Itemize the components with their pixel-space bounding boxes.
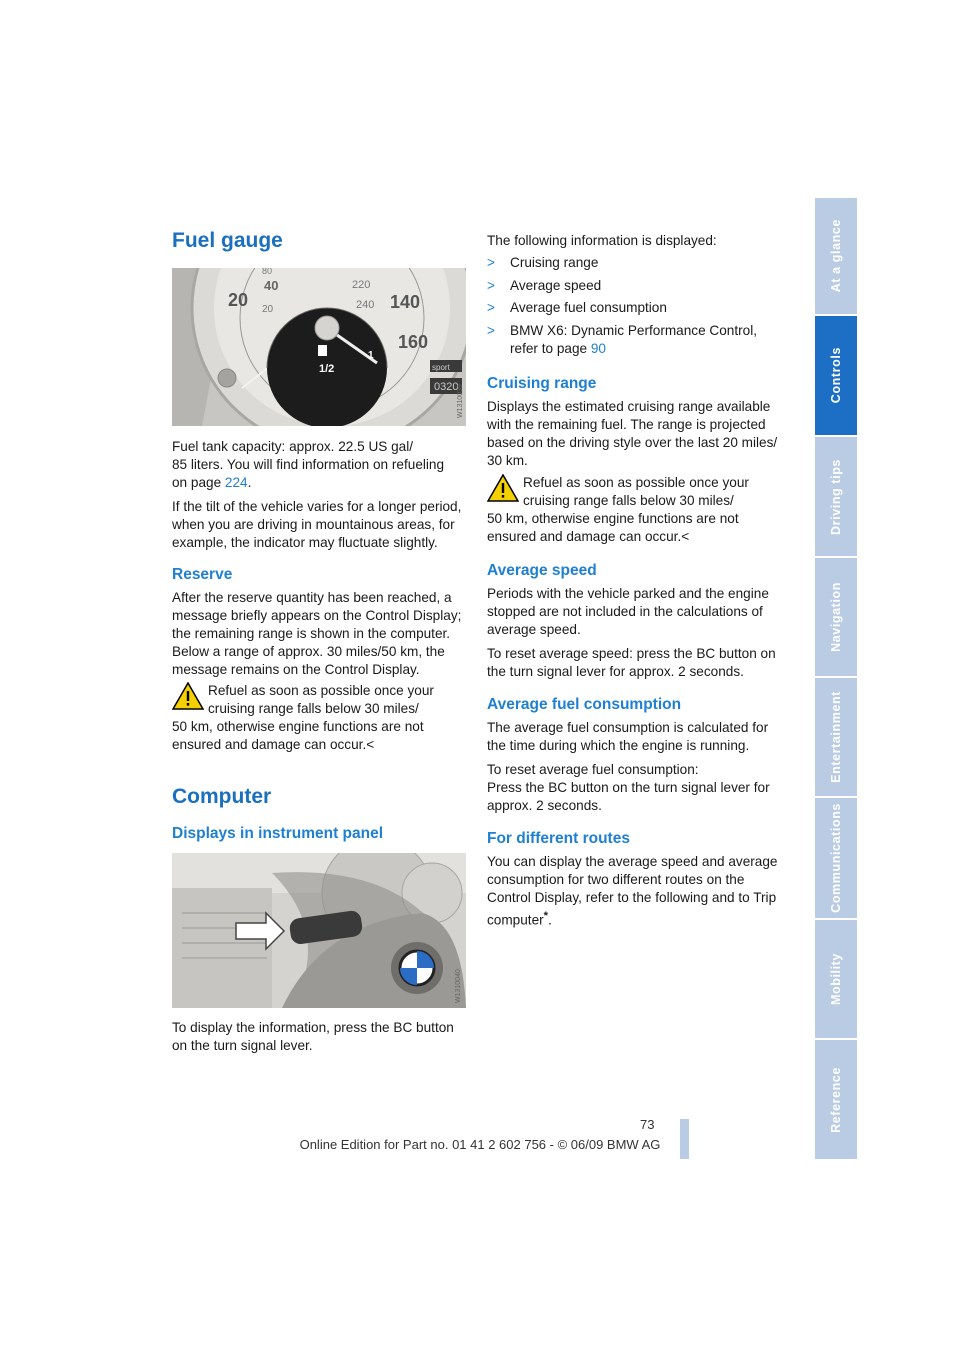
- tab-label: Reference: [829, 1066, 843, 1133]
- list-item-label: Average fuel consumption: [510, 300, 667, 315]
- fuel-refuel-text: 85 liters. You will find information on refueling: [172, 457, 445, 472]
- cruising-range-heading: Cruising range: [487, 375, 597, 392]
- gauge-label: 240: [356, 299, 375, 311]
- displays-heading: Displays in instrument panel: [172, 825, 384, 842]
- end-mark: <: [366, 737, 375, 752]
- average-fuel-heading: Average fuel consumption: [487, 696, 682, 713]
- average-fuel-reset-text: Press the BC button on the turn signal lever for approx. 2 seconds.: [487, 780, 770, 813]
- photo-code: W1310039: [457, 384, 464, 418]
- warning-triangle-icon: [172, 682, 204, 710]
- average-fuel-paragraph: The average fuel consumption is calculated for the time during which the engine is running.: [487, 720, 769, 753]
- gauge-label: sport: [432, 363, 450, 372]
- fuel-onpage-text: on page: [172, 475, 225, 490]
- footer-text: Online Edition for Part no. 01 41 2 602 756 - © 06/09 BMW AG: [299, 1137, 661, 1152]
- routes-heading: For different routes: [487, 830, 630, 847]
- list-item-label: Average speed: [510, 277, 602, 293]
- photo-code: W1310040: [455, 969, 462, 1003]
- info-list: [487, 254, 787, 362]
- turn-signal-lever-image: [172, 853, 466, 1008]
- tab-label: Mobility: [829, 952, 843, 1006]
- reserve-heading: Reserve: [172, 566, 233, 583]
- tab-navigation[interactable]: [815, 558, 857, 676]
- tab-label: Navigation: [829, 582, 843, 652]
- gauge-label: 140: [390, 292, 421, 312]
- gauge-label: 220: [352, 279, 371, 291]
- turn-signal-lever-illustration: [172, 853, 466, 1008]
- cruising-range-paragraph: Displays the estimated cruising range available with the remaining fuel. The range is projected based on the driving style over the last 20 miles/ 30 km.: [487, 399, 778, 468]
- tab-label: At a glance: [829, 219, 843, 293]
- gauge-label: 20: [262, 304, 274, 315]
- tab-controls[interactable]: [815, 316, 857, 435]
- tab-label: Communications: [829, 803, 843, 913]
- end-mark: <: [681, 529, 690, 544]
- average-speed-reset-paragraph: To reset average speed: press the BC button on the turn signal lever for approx. 2 seconds.: [487, 646, 776, 679]
- tab-at-a-glance[interactable]: [815, 198, 857, 314]
- average-speed-paragraph: Periods with the vehicle parked and the engine stopped are not included in the calculations of average speed.: [487, 586, 769, 637]
- fuel-tilt-paragraph: If the tilt of the vehicle varies for a longer period, when you are driving in mountainous areas, for example, the indicator may fluctuate slightly.: [172, 499, 462, 550]
- list-item-label: BMW X6: Dynamic Performance Control, refer to page: [510, 322, 758, 356]
- average-speed-text: [487, 585, 787, 687]
- reserve-paragraph: After the reserve quantity has been reached, a message briefly appears on the Control Display; the remaining range is shown in the computer. Below a range of approx. 30 miles/50 km, the message remains on the Control Display.: [172, 590, 462, 677]
- fuel-gauge-illustration: [172, 268, 466, 426]
- warning-triangle-icon: [487, 474, 519, 502]
- fuel-gauge-heading: Fuel gauge: [172, 229, 283, 252]
- computer-heading: Computer: [172, 785, 272, 808]
- optional-equipment-star: *: [543, 910, 549, 922]
- gauge-label: 160: [398, 332, 429, 352]
- gauge-label: 1: [368, 350, 374, 361]
- tab-label: Entertainment: [829, 691, 843, 783]
- tab-driving-tips[interactable]: [815, 437, 857, 556]
- tab-label: Driving tips: [829, 458, 843, 535]
- page-90-link[interactable]: 90: [590, 340, 606, 356]
- gauge-label: 40: [264, 278, 279, 293]
- average-fuel-reset-label: To reset average fuel consumption:: [487, 762, 699, 777]
- displays-paragraph: To display the information, press the BC button on the turn signal lever.: [172, 1020, 454, 1053]
- list-item: > BMW X6: Dynamic Performance Control, refer to page 90: [487, 322, 758, 356]
- list-item: > Average fuel consumption: [487, 300, 667, 315]
- gauge-label: 0320: [434, 381, 459, 393]
- fuel-gauge-image: [172, 268, 466, 426]
- reserve-warning-text: Refuel as soon as possible once your cruising range falls below 30 miles/: [208, 683, 434, 716]
- average-fuel-text: [487, 719, 787, 821]
- fuel-capacity-text: Fuel tank capacity: approx. 22.5 US gal/: [172, 439, 414, 454]
- list-item: > Average speed: [487, 277, 602, 293]
- average-speed-heading: Average speed: [487, 562, 597, 579]
- tab-communications[interactable]: [815, 798, 857, 918]
- gauge-label: 80: [262, 268, 273, 276]
- gauge-label: 20: [228, 290, 249, 310]
- period: .: [247, 475, 252, 490]
- list-item-label: Cruising range: [510, 255, 599, 270]
- cruising-warning-text-cont: 50 km, otherwise engine functions are not ensured and damage can occur.: [487, 511, 739, 544]
- gauge-label: 1/2: [319, 363, 335, 375]
- list-item: > Cruising range: [487, 255, 599, 270]
- tab-mobility[interactable]: [815, 920, 857, 1038]
- reserve-warning-text-cont: 50 km, otherwise engine functions are not ensured and damage can occur.: [172, 719, 424, 752]
- info-intro: The following information is displayed:: [487, 233, 717, 248]
- fuel-gauge-text: [172, 438, 472, 558]
- tab-entertainment[interactable]: [815, 678, 857, 796]
- routes-paragraph: [487, 853, 787, 930]
- period: .: [548, 912, 552, 928]
- tab-label: Controls: [829, 347, 843, 404]
- page-number: 73: [640, 1117, 655, 1132]
- reserve-warning: [172, 682, 472, 754]
- cruising-warning: [487, 474, 787, 546]
- page-224-link[interactable]: 224: [224, 475, 248, 490]
- cruising-warning-text: Refuel as soon as possible once your cruising range falls below 30 miles/: [523, 475, 749, 508]
- routes-text: You can display the average speed and average consumption for two different routes on the Control Display, refer to the following and to Trip computer: [487, 854, 778, 928]
